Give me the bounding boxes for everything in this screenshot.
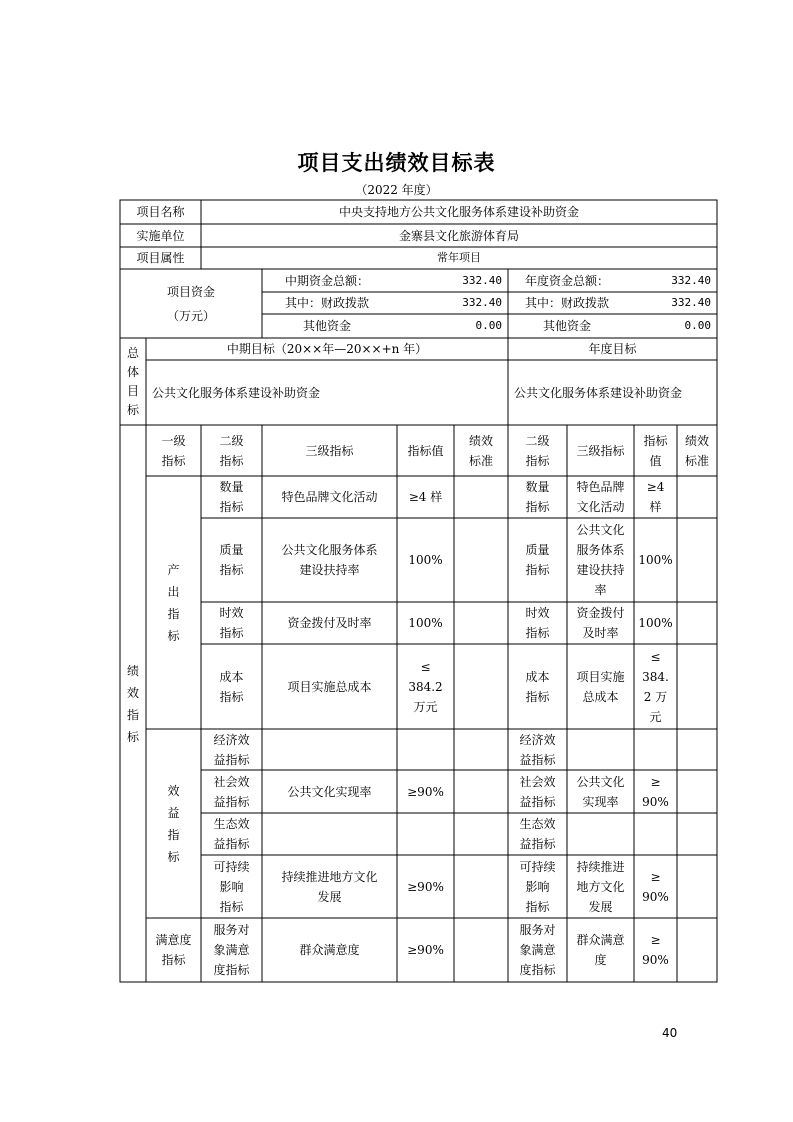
header-level3: 三级指标 bbox=[305, 443, 354, 458]
year-total-label: 年度资金总额： bbox=[524, 273, 609, 288]
project-attribute-label: 项目属性 bbox=[136, 251, 185, 265]
year-goal-text: 公共文化服务体系建设补助资金 bbox=[514, 385, 683, 400]
row-year-level2: 社会效 益指标 bbox=[519, 774, 556, 809]
year-fiscal-label: 其中：财政拨款 bbox=[524, 296, 609, 310]
row-year-level2: 服务对 象满意 度指标 bbox=[519, 923, 556, 977]
year-goal-header: 年度目标 bbox=[588, 342, 637, 356]
row-year-value bbox=[634, 729, 677, 770]
overall-goal-text: 总体目标 bbox=[126, 345, 139, 417]
mid-other-label: 其他资金 bbox=[302, 319, 351, 333]
implementing-unit-label: 实施单位 bbox=[136, 228, 185, 243]
header-year-level3: 三级指标 bbox=[576, 443, 625, 458]
mid-fiscal-label: 其中：财政拨款 bbox=[284, 296, 369, 310]
mid-fiscal-value: 332.40 bbox=[462, 296, 502, 309]
benefit-indicator-label: 效益指标 bbox=[167, 783, 180, 864]
row-year-level2: 可持续 影响 指标 bbox=[519, 859, 556, 914]
row-year-level3: 群众满意 度 bbox=[576, 933, 625, 967]
row-level3: 项目实施总成本 bbox=[287, 679, 372, 694]
header-level2: 二级 指标 bbox=[219, 433, 244, 468]
row-year-value: ≥ 90% bbox=[642, 869, 669, 904]
row-level2: 社会效 益指标 bbox=[213, 774, 250, 809]
row-level2: 服务对 象满意 度指标 bbox=[213, 923, 250, 977]
mid-total-value: 332.40 bbox=[462, 273, 502, 287]
row-year-level2: 时效 指标 bbox=[525, 606, 550, 640]
row-year-value: 100% bbox=[638, 616, 673, 630]
fiscal-year: （2022 年度） bbox=[355, 183, 438, 197]
satisfaction-indicator-label: 满意度 指标 bbox=[155, 933, 192, 967]
row-level3: 特色品牌文化活动 bbox=[281, 490, 378, 504]
row-level3 bbox=[262, 729, 397, 770]
benefit-indicator-group bbox=[146, 729, 201, 918]
row-year-level3: 项目实施 总成本 bbox=[576, 669, 625, 704]
implementing-unit-value: 金寨县文化旅游体育局 bbox=[398, 228, 519, 243]
year-fiscal-value: 332.40 bbox=[671, 296, 711, 309]
row-level3: 公共文化实现率 bbox=[287, 784, 372, 799]
row-level2: 数量 指标 bbox=[219, 480, 244, 514]
header-value: 指标值 bbox=[407, 443, 444, 458]
row-value: ≥90% bbox=[407, 784, 444, 799]
row-value: ≥4 样 bbox=[408, 490, 443, 504]
mid-total-label: 中期资金总额： bbox=[284, 273, 369, 288]
year-total-value: 332.40 bbox=[671, 273, 711, 287]
row-level2: 成本 指标 bbox=[219, 669, 244, 704]
row-value: 100% bbox=[408, 553, 443, 567]
row-level3 bbox=[262, 813, 397, 855]
project-name-value: 中央支持地方公共文化服务体系建设补助资金 bbox=[338, 205, 579, 219]
project-name-label: 项目名称 bbox=[136, 205, 185, 219]
row-year-level2: 数量 指标 bbox=[525, 480, 550, 514]
row-year-value: ≤ 384. 2 万 元 bbox=[642, 649, 669, 724]
row-year-level3: 资金拨付 及时率 bbox=[576, 606, 625, 640]
row-value: ≥90% bbox=[407, 943, 444, 957]
row-value bbox=[397, 813, 454, 855]
row-year-level3: 特色品牌 文化活动 bbox=[576, 480, 625, 514]
row-year-value bbox=[634, 813, 677, 855]
row-level2: 生态效 益指标 bbox=[213, 817, 250, 851]
header-standard: 绩效 标准 bbox=[468, 433, 493, 468]
row-year-value: 100% bbox=[638, 553, 673, 567]
row-year-level3 bbox=[567, 813, 634, 855]
row-value: ≤ 384.2 万元 bbox=[408, 659, 443, 714]
row-value bbox=[397, 729, 454, 770]
header-year-standard: 绩效 标准 bbox=[684, 433, 709, 468]
row-year-level2: 生态效 益指标 bbox=[519, 817, 556, 851]
year-other-label: 其他资金 bbox=[542, 319, 591, 333]
row-level3: 群众满意度 bbox=[299, 943, 360, 957]
performance-indicator-text: 绩效指标 bbox=[126, 663, 139, 744]
row-year-value: ≥ 90% bbox=[642, 933, 669, 967]
header-level1: 一级 指标 bbox=[161, 433, 186, 468]
header-year-value: 指标 值 bbox=[643, 433, 668, 468]
mid-goal-header: 中期目标（20××年—20××+n 年） bbox=[226, 342, 428, 356]
row-level2: 质量 指标 bbox=[219, 543, 244, 577]
row-value: 100% bbox=[408, 616, 443, 630]
row-value: ≥90% bbox=[407, 879, 444, 894]
page-number: 40 bbox=[662, 1026, 678, 1040]
row-year-value: ≥ 90% bbox=[642, 774, 669, 809]
project-attribute-value: 常年项目 bbox=[437, 251, 481, 264]
page-title: 项目支出绩效目标表 bbox=[297, 150, 496, 175]
overall-goal-label bbox=[120, 338, 146, 425]
row-level3: 资金拨付及时率 bbox=[287, 616, 372, 630]
project-funds-label: 项目资金 （万元） bbox=[166, 284, 215, 323]
row-year-level3 bbox=[567, 729, 634, 770]
row-level2: 时效 指标 bbox=[219, 606, 244, 640]
row-year-level2: 经济效 益指标 bbox=[519, 732, 556, 767]
row-level3: 公共文化服务体系 建设扶持率 bbox=[281, 543, 378, 577]
row-year-level3: 持续推进 地方文化 发展 bbox=[576, 859, 625, 914]
row-level3: 持续推进地方文化 发展 bbox=[281, 869, 378, 904]
performance-indicator-label bbox=[120, 425, 146, 982]
mid-other-value: 0.00 bbox=[475, 319, 502, 332]
output-indicator-group bbox=[146, 476, 201, 729]
row-year-level2: 质量 指标 bbox=[525, 543, 550, 577]
output-indicator-label: 产出指标 bbox=[167, 562, 180, 643]
header-year-level2: 二级 指标 bbox=[525, 433, 550, 468]
row-year-level3: 公共文化 实现率 bbox=[576, 774, 625, 809]
row-year-level2: 成本 指标 bbox=[525, 669, 550, 704]
row-level2: 经济效 益指标 bbox=[213, 732, 250, 767]
row-level2: 可持续 影响 指标 bbox=[213, 859, 250, 914]
mid-goal-text: 公共文化服务体系建设补助资金 bbox=[152, 385, 321, 400]
year-other-value: 0.00 bbox=[684, 319, 711, 332]
row-year-level3: 公共文化 服务体系 建设扶持 率 bbox=[576, 523, 625, 597]
row-year-value: ≥4 样 bbox=[646, 480, 665, 514]
